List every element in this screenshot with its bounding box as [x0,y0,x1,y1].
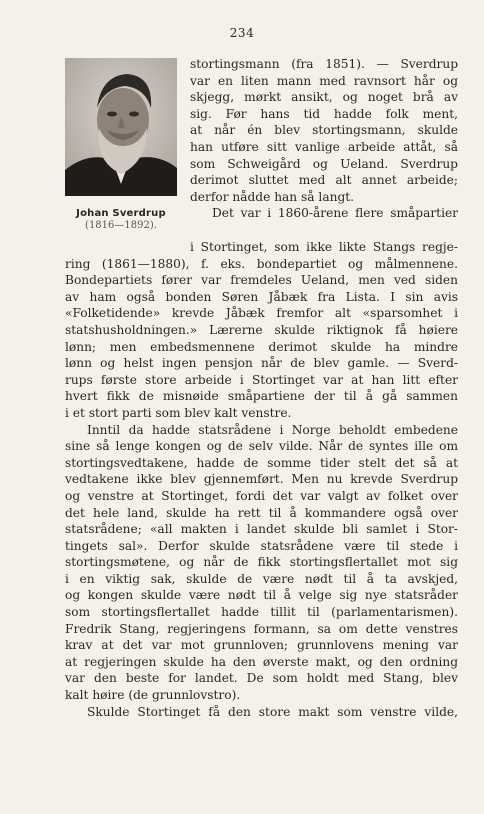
text-line: tingets sal». Derfor skulde statsrådene være til stede i [65,538,458,553]
side-column-text [190,56,458,222]
text-line: derimot sluttet med alt annet arbeide; [190,173,458,188]
caption-name: Johan Sverdrup [76,208,166,219]
main-body-text [65,239,458,720]
text-line: krav at det var mot grunnloven; grunnlovens mening var [65,638,458,653]
text-line: ring (1861—1880), f. eks. bondepartiet og målmennene. [65,256,458,271]
text-line: i et stort parti som blev kalt venstre. [65,405,292,420]
text-line: statsrådene; «all makten i landet skulde bli samlet i Stor- [65,522,458,537]
text-line: stortingsvedtakene, hadde de somme tider stelt det så at [65,455,458,470]
text-line: sig. Før hans tid hadde folk ment, [190,106,458,121]
text-line: som Schweigård og Ueland. Sverdrup [190,156,458,171]
text-line: hvert fikk de misnøide småpartiene der til å gå sammen [65,389,458,404]
text-line: at når én blev stortingsmann, skulde [190,123,458,138]
text-line: Skulde Stortinget få den store makt som venstre vilde, [87,704,458,719]
text-line: stortingsmøtene, og når de fikk stortingsflertallet mot sig [65,555,458,570]
text-line: skjegg, mørkt ansikt, og noget brå av [190,90,458,105]
text-line: sine så lenge kongen og de selv vilde. Når de syntes ille om [65,439,458,454]
text-line: av ham også bonden Søren Jåbæk fra Lista. I sin avis [65,289,458,304]
caption-years: (1816—1892). [85,220,157,231]
text-line: var den beste for landet. De som holdt med Stang, blev [65,671,458,686]
text-line: i en viktig sak, skulde de være nødt til å ta avskjed, [65,571,458,586]
text-line: Fredrik Stang, regjeringens formann, sa om dette venstres [65,621,458,636]
portrait-caption [62,208,180,231]
text-line: han utføre sitt vanlige arbeide attåt, så [190,139,458,154]
text-line: var en liten mann med ravnsort hår og [190,73,458,88]
text-line: lønn og helst ingen pensjon når de blev gamle. — Sverd- [65,356,458,371]
text-line: statshusholdningen.» Lærerne skulde riktignok få høiere [65,322,458,337]
text-line: Inntil da hadde statsrådene i Norge beholdt embedene [87,422,458,437]
text-line: at regjeringen skulde ha den øverste makt, og den ordning [65,654,458,669]
text-line: i Stortinget, som ikke likte Stangs regje- [190,240,458,254]
page-number: 234 [229,26,255,40]
text-line: kalt høire (de grunnlovstro). [65,688,241,703]
text-line: lønn; men embedsmennene derimot skulde ha mindre [65,339,458,354]
text-line: Bondepartiets fører var fremdeles Ueland, men ved siden [65,273,458,288]
text-line: Det var i 1860-årene flere småpartier [212,206,458,221]
portrait-photo [65,58,177,196]
text-line: rups første store arbeide i Stortinget var at han litt efter [65,372,458,387]
text-line: «Folketidende» krevde Jåbæk fremfor alt «sparsomhet i [65,306,458,321]
text-line: det hele land, skulde ha rett til å kommandere også over [65,505,458,520]
text-line: og kongen skulde være nødt til å velge sig nye statsråder [65,588,458,603]
text-line: stortingsmann (fra 1851). — Sverdrup [190,57,458,71]
text-line: vedtakene ikke blev gjennemført. Men nu krevde Sverdrup [65,472,458,487]
text-line: som stortingsflertallet hadde tillit til (parlamentarismen). [65,605,458,620]
text-line: og venstre at Stortinget, fordi det var valgt av folket over [65,488,458,503]
text-line: derfor nådde han så langt. [190,189,355,204]
